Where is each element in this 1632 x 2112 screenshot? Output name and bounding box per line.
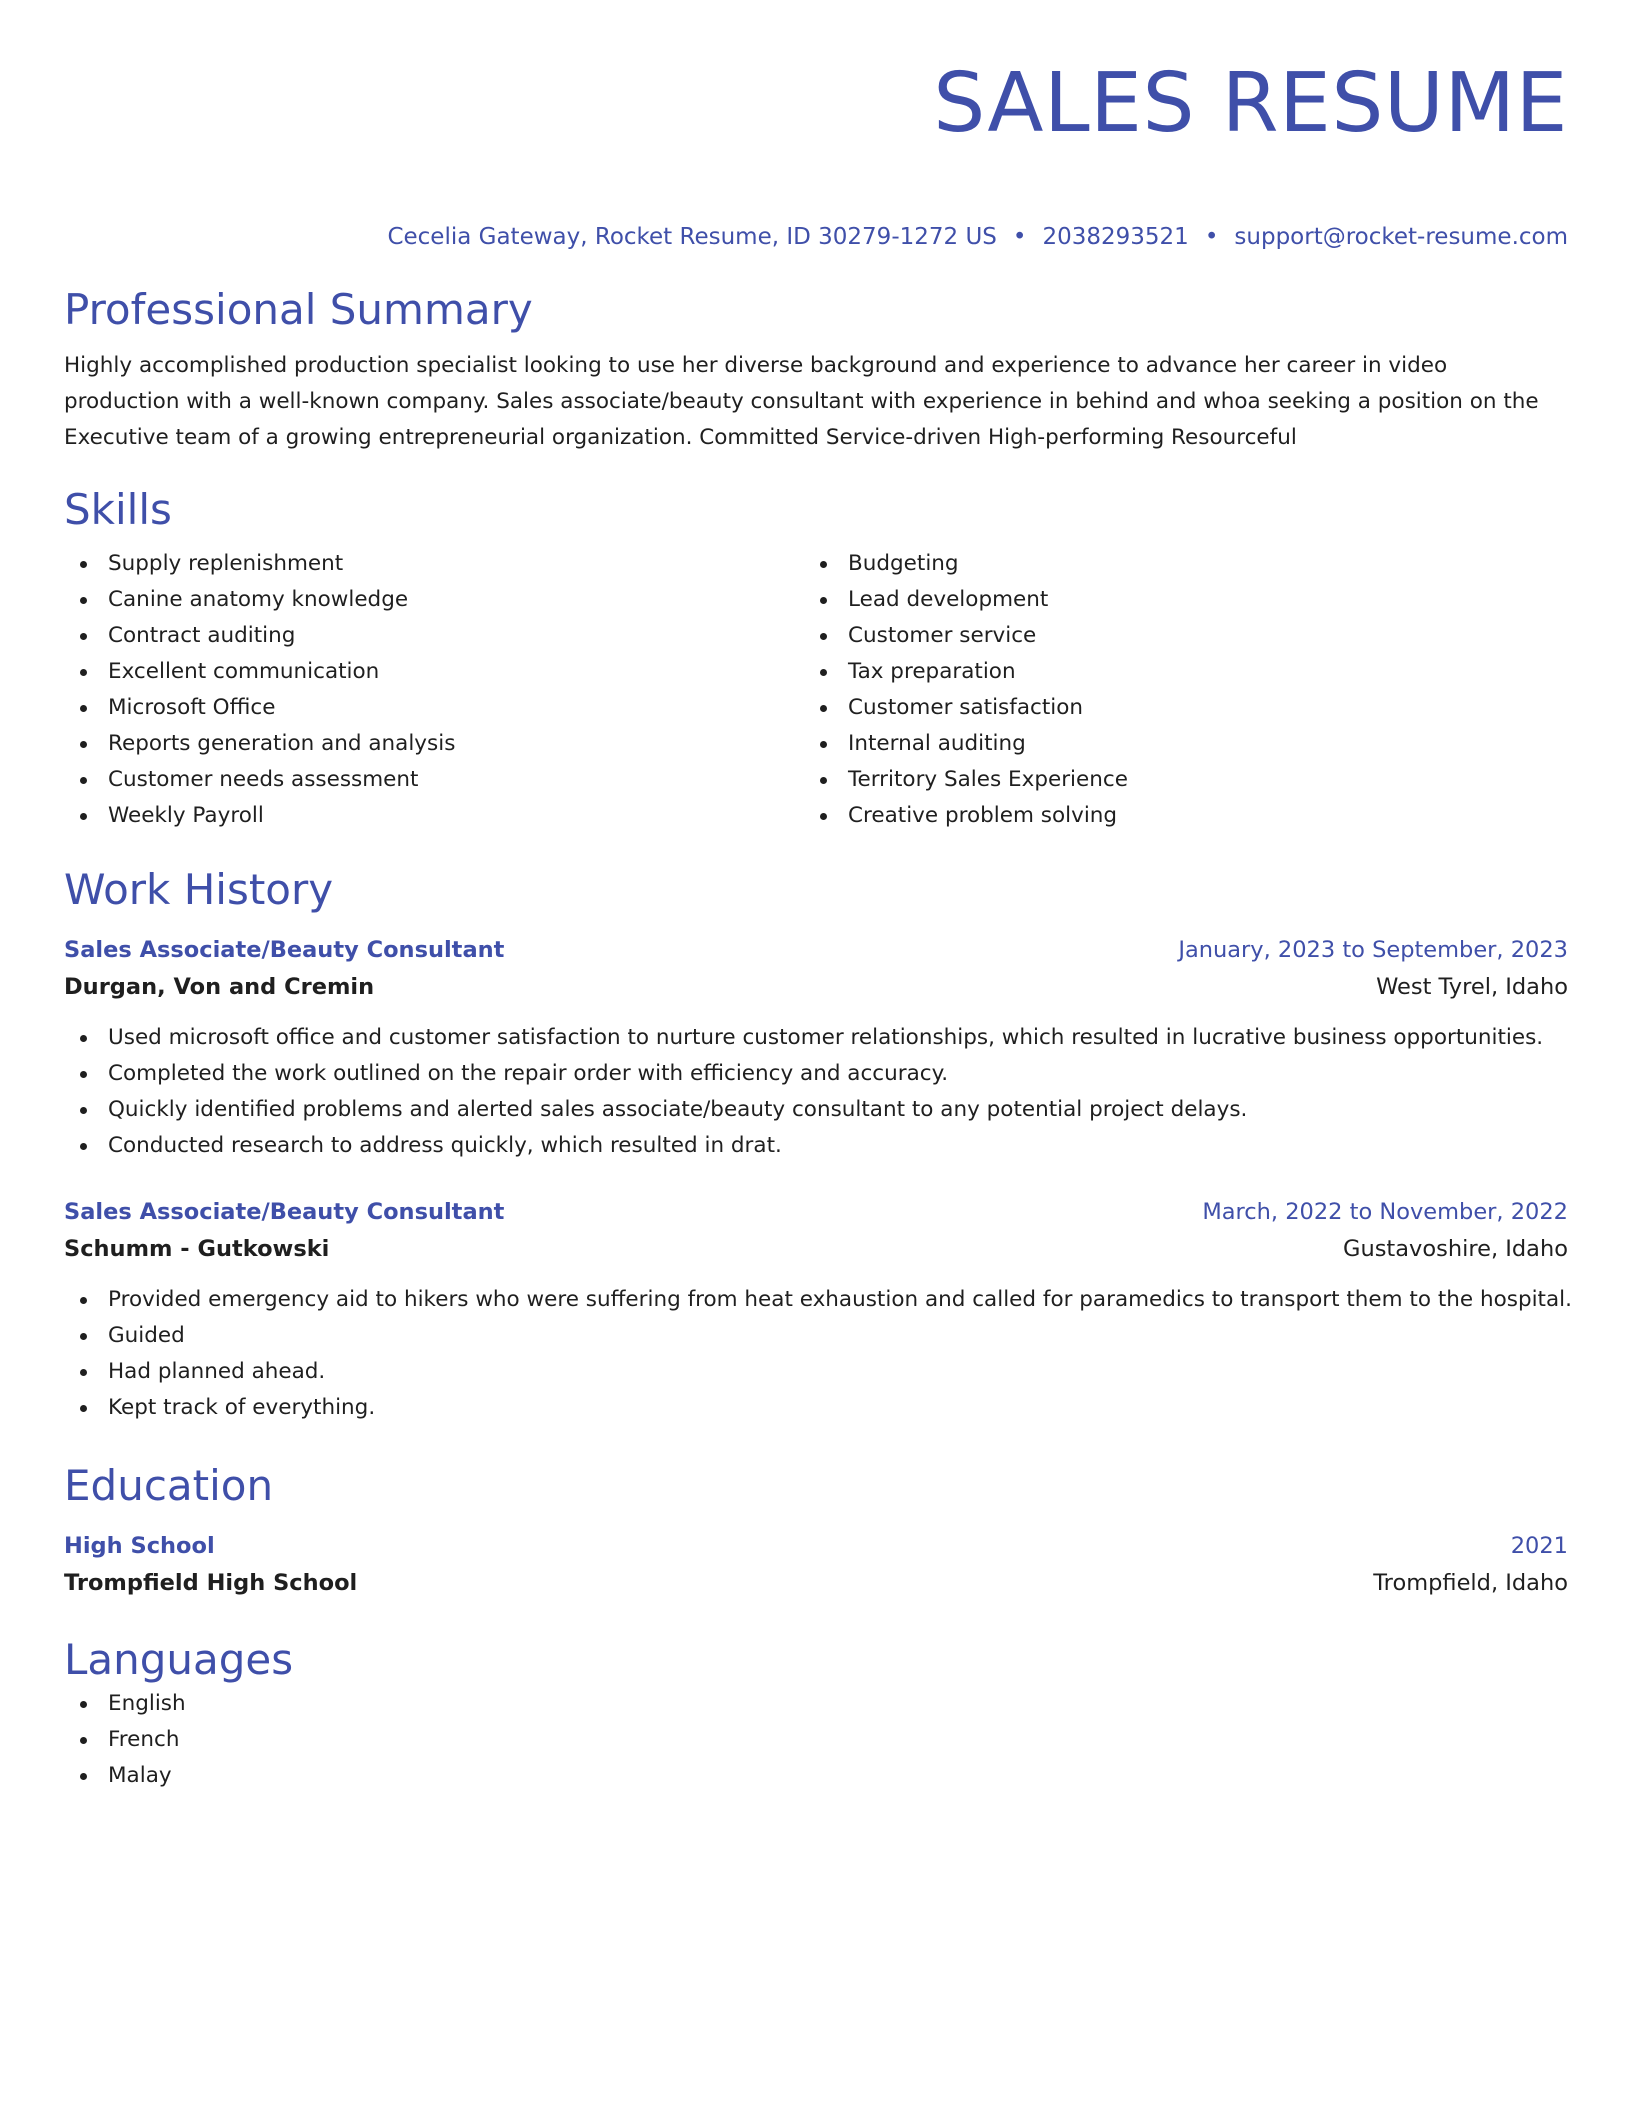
document-title: SALES RESUME: [933, 56, 1568, 151]
education-entry: [64, 1528, 1568, 1602]
job-bullets: [64, 1282, 1572, 1426]
job-bullet: Used microsoft office and customer satisfaction to nurture customer relationships, which resulted in lucrative business opportunities.: [64, 1020, 1568, 1056]
job-bullets: [64, 1020, 1568, 1164]
skills-list-right: [804, 546, 1544, 834]
skills-columns: [64, 546, 1568, 834]
section-heading-languages: Languages: [64, 1635, 294, 1684]
skill-item: Budgeting: [804, 546, 1544, 582]
job-dates: March, 2022 to November, 2022: [1202, 1199, 1568, 1225]
skills-list-left: [64, 546, 804, 834]
language-item: English: [64, 1686, 1568, 1722]
job-employer-row: [64, 1230, 1568, 1268]
contact-phone: 2038293521: [1042, 224, 1189, 250]
section-heading-skills: Skills: [64, 485, 172, 534]
contact-separator: •: [1204, 224, 1219, 250]
section-heading-summary: Professional Summary: [64, 285, 533, 334]
contact-address: Cecelia Gateway, Rocket Resume, ID 30279-1272 US: [387, 224, 997, 250]
skill-item: Supply replenishment: [64, 546, 804, 582]
job-employer: Durgan, Von and Cremin: [64, 974, 375, 1000]
job-employer: Schumm - Gutkowski: [64, 1236, 330, 1262]
skill-item: Canine anatomy knowledge: [64, 582, 804, 618]
education-location: Trompfield, Idaho: [1373, 1570, 1568, 1596]
education-school-row: [64, 1564, 1568, 1602]
language-item: French: [64, 1722, 1568, 1758]
job-title: Sales Associate/Beauty Consultant: [64, 937, 505, 963]
contact-separator: •: [1012, 224, 1027, 250]
skill-item: Internal auditing: [804, 726, 1544, 762]
job-bullet: Guided: [64, 1318, 1568, 1354]
job-location: West Tyrel, Idaho: [1376, 974, 1568, 1000]
job-bullet: Had planned ahead.: [64, 1354, 1568, 1390]
skill-item: Reports generation and analysis: [64, 726, 804, 762]
skills-column-left: [64, 546, 804, 834]
job-employer-row: [64, 968, 1568, 1006]
education-year: 2021: [1510, 1533, 1568, 1559]
resume-header: [64, 54, 1568, 252]
job-dates: January, 2023 to September, 2023: [1178, 937, 1568, 963]
skill-item: Customer needs assessment: [64, 762, 804, 798]
skill-item: Lead development: [804, 582, 1544, 618]
education-school: Trompfield High School: [64, 1570, 358, 1596]
job-location: Gustavoshire, Idaho: [1343, 1236, 1568, 1262]
languages-list: [64, 1686, 1568, 1794]
language-item: Malay: [64, 1758, 1568, 1794]
job-header-row: [64, 932, 1568, 968]
skill-item: Weekly Payroll: [64, 798, 804, 834]
skill-item: Customer service: [804, 618, 1544, 654]
job-title: Sales Associate/Beauty Consultant: [64, 1199, 505, 1225]
section-heading-work-history: Work History: [64, 865, 334, 914]
skill-item: Tax preparation: [804, 654, 1544, 690]
job-bullet: Kept track of everything.: [64, 1390, 1568, 1426]
job-entry: [64, 932, 1568, 1164]
job-header-row: [64, 1194, 1568, 1230]
section-heading-education: Education: [64, 1461, 274, 1510]
skill-item: Territory Sales Experience: [804, 762, 1544, 798]
job-bullet: Quickly identified problems and alerted sales associate/beauty consultant to any potential project delays.: [64, 1092, 1568, 1128]
job-bullet: Provided emergency aid to hikers who were suffering from heat exhaustion and called for paramedics to transport them to the hospital.: [64, 1282, 1568, 1318]
skills-column-right: [804, 546, 1544, 834]
skill-item: Excellent communication: [64, 654, 804, 690]
contact-line: [64, 222, 1568, 252]
education-degree: High School: [64, 1533, 215, 1559]
job-bullet: Conducted research to address quickly, which resulted in drat.: [64, 1128, 1568, 1164]
contact-email: support@rocket-resume.com: [1234, 224, 1568, 250]
education-header-row: [64, 1528, 1568, 1564]
skill-item: Creative problem solving: [804, 798, 1544, 834]
job-entry: [64, 1194, 1572, 1426]
skill-item: Customer satisfaction: [804, 690, 1544, 726]
summary-text: Highly accomplished production specialist looking to use her diverse background and experience to advance her career in video production with a well-known company. Sales associate/beauty consultant with experience in behind and whoa seeking a position on the Executive team of a growing entrepreneurial organization. Committed Service-driven High-performing Resourceful: [64, 353, 1539, 450]
skill-item: Microsoft Office: [64, 690, 804, 726]
job-bullet: Completed the work outlined on the repair order with efficiency and accuracy.: [64, 1056, 1568, 1092]
skill-item: Contract auditing: [64, 618, 804, 654]
